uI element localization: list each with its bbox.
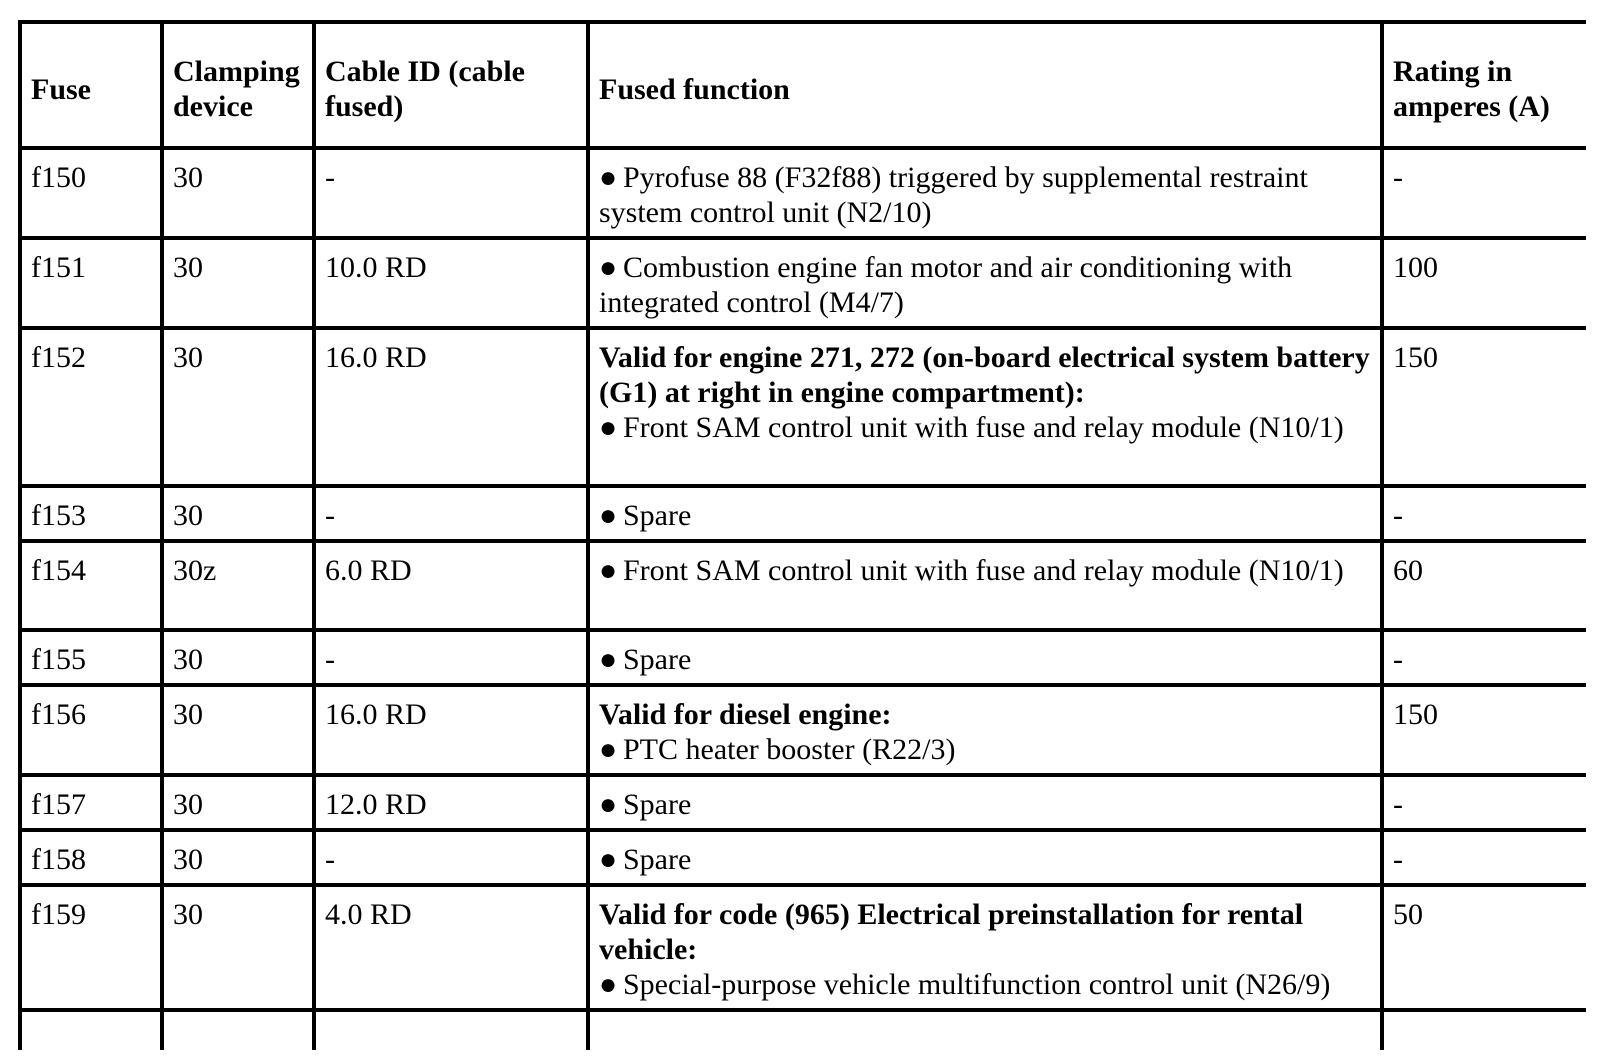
function-text: Spare [623, 643, 692, 676]
cell-cable-id: 10.0 RD [314, 238, 588, 328]
table-row [20, 775, 1586, 830]
cell-cable-id: - [314, 630, 588, 685]
function-text: Front SAM control unit with fuse and relay module (N10/1) [623, 554, 1344, 587]
header-cable-id: Cable ID (cable fused) [314, 22, 588, 148]
cell-fused-function [588, 630, 1382, 685]
bullet-icon: ● [599, 554, 618, 587]
cell-cable-id: 16.0 RD [314, 685, 588, 775]
function-item [599, 842, 1372, 877]
cell-fused-function [588, 685, 1382, 775]
empty-cell [314, 1010, 588, 1050]
cell-fuse: f158 [20, 830, 162, 885]
cell-clamping-device: 30 [162, 830, 314, 885]
function-text: Combustion engine fan motor and air conditioning with integrated control (M4/7) [599, 251, 1293, 319]
bullet-icon: ● [599, 843, 618, 876]
cell-fuse: f150 [20, 148, 162, 238]
cell-clamping-device: 30 [162, 885, 314, 1010]
table-row [20, 328, 1586, 486]
function-text: PTC heater booster (R22/3) [623, 733, 956, 766]
validity-condition: Valid for engine 271, 272 (on-board electrical system battery (G1) at right in engine compartment): [599, 341, 1370, 409]
table-row [20, 148, 1586, 238]
function-item [599, 160, 1372, 230]
function-text: Spare [623, 788, 692, 821]
cell-fused-function [588, 486, 1382, 541]
cell-clamping-device: 30 [162, 148, 314, 238]
cell-fuse: f155 [20, 630, 162, 685]
function-item [599, 250, 1372, 320]
bullet-icon: ● [599, 968, 618, 1001]
validity-condition: Valid for code (965) Electrical preinstallation for rental vehicle: [599, 898, 1304, 966]
table-row [20, 630, 1586, 685]
cell-fuse: f153 [20, 486, 162, 541]
bullet-icon: ● [599, 788, 618, 821]
cell-rating: - [1382, 775, 1586, 830]
empty-cell [20, 1010, 162, 1050]
validity-condition: Valid for diesel engine: [599, 698, 892, 731]
cell-cable-id: 4.0 RD [314, 885, 588, 1010]
cell-cable-id: - [314, 830, 588, 885]
function-text: Special-purpose vehicle multifunction control unit (N26/9) [623, 968, 1331, 1001]
table-body [20, 148, 1586, 1050]
cell-fused-function [588, 885, 1382, 1010]
bullet-icon: ● [599, 411, 618, 444]
cell-clamping-device: 30z [162, 541, 314, 630]
cell-fuse: f154 [20, 541, 162, 630]
bullet-icon: ● [599, 251, 618, 284]
function-text: Spare [623, 843, 692, 876]
function-item [599, 498, 1372, 533]
function-text: Front SAM control unit with fuse and relay module (N10/1) [623, 411, 1344, 444]
cell-cable-id: 12.0 RD [314, 775, 588, 830]
empty-cell [588, 1010, 1382, 1050]
cell-fused-function [588, 830, 1382, 885]
table-header-row [20, 22, 1586, 148]
header-fuse: Fuse [20, 22, 162, 148]
cell-cable-id: - [314, 486, 588, 541]
cell-rating: - [1382, 830, 1586, 885]
function-item [599, 967, 1372, 1002]
cell-rating: - [1382, 630, 1586, 685]
cell-fused-function [588, 541, 1382, 630]
table-row [20, 486, 1586, 541]
cell-rating: 60 [1382, 541, 1586, 630]
function-item [599, 553, 1372, 588]
cell-cable-id: 6.0 RD [314, 541, 588, 630]
bullet-icon: ● [599, 161, 618, 194]
cell-fuse: f156 [20, 685, 162, 775]
header-rating: Rating in amperes (A) [1382, 22, 1586, 148]
cell-fused-function [588, 775, 1382, 830]
cell-cable-id: 16.0 RD [314, 328, 588, 486]
function-text: Spare [623, 499, 692, 532]
table-row [20, 830, 1586, 885]
bullet-icon: ● [599, 643, 618, 676]
cell-rating: 50 [1382, 885, 1586, 1010]
cell-fused-function [588, 238, 1382, 328]
table-row [20, 885, 1586, 1010]
cell-fuse: f159 [20, 885, 162, 1010]
cell-clamping-device: 30 [162, 685, 314, 775]
header-fused-function: Fused function [588, 22, 1382, 148]
function-item [599, 732, 1372, 767]
document-page [18, 20, 1586, 1064]
cell-clamping-device: 30 [162, 238, 314, 328]
bullet-icon: ● [599, 733, 618, 766]
fuse-table [18, 20, 1586, 1050]
cell-fused-function [588, 328, 1382, 486]
function-item [599, 410, 1372, 445]
table-row-continuation [20, 1010, 1586, 1050]
cell-rating: - [1382, 486, 1586, 541]
function-item [599, 787, 1372, 822]
header-clamping-device: Clamping device [162, 22, 314, 148]
function-text: Pyrofuse 88 (F32f88) triggered by supplemental restraint system control unit (N2/10) [599, 161, 1308, 229]
cell-fused-function [588, 148, 1382, 238]
cell-clamping-device: 30 [162, 486, 314, 541]
table-row [20, 238, 1586, 328]
cell-cable-id: - [314, 148, 588, 238]
empty-cell [162, 1010, 314, 1050]
cell-rating: 150 [1382, 328, 1586, 486]
cell-rating: 150 [1382, 685, 1586, 775]
cell-fuse: f157 [20, 775, 162, 830]
cell-fuse: f151 [20, 238, 162, 328]
empty-cell [1382, 1010, 1586, 1050]
bullet-icon: ● [599, 499, 618, 532]
cell-clamping-device: 30 [162, 775, 314, 830]
table-row [20, 685, 1586, 775]
cell-rating: - [1382, 148, 1586, 238]
table-row [20, 541, 1586, 630]
cell-clamping-device: 30 [162, 328, 314, 486]
cell-rating: 100 [1382, 238, 1586, 328]
cell-fuse: f152 [20, 328, 162, 486]
cell-clamping-device: 30 [162, 630, 314, 685]
function-item [599, 642, 1372, 677]
